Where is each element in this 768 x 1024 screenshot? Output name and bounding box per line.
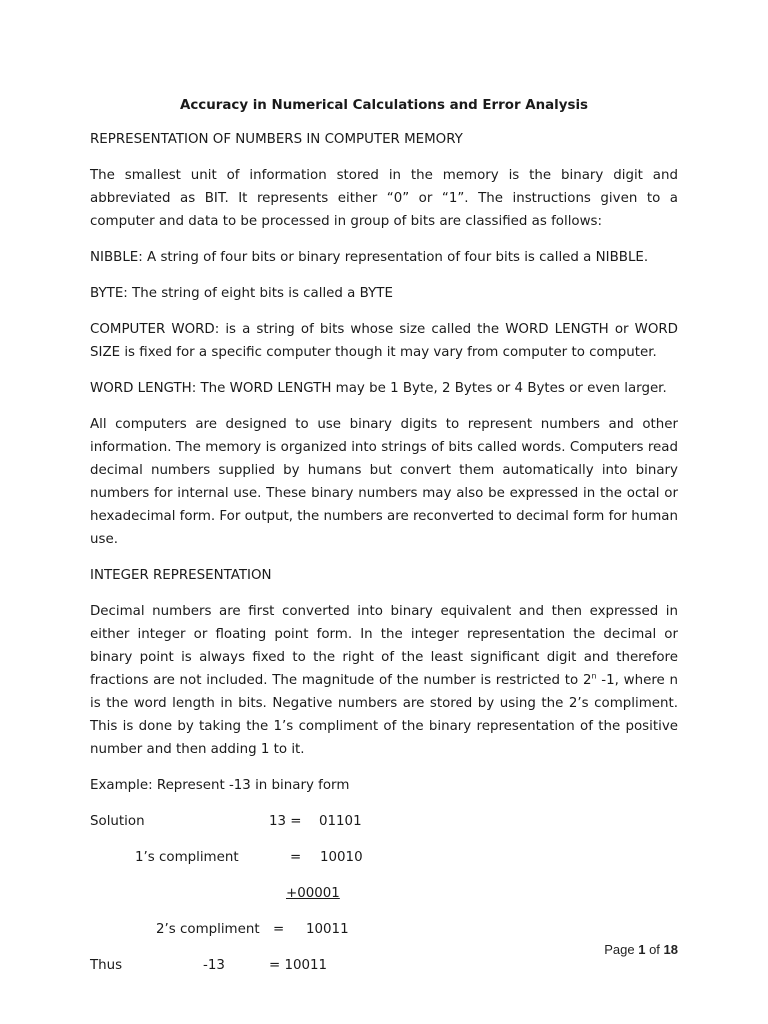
solution-rhs: 01101 bbox=[319, 814, 362, 829]
thus-label: Thus bbox=[90, 958, 123, 973]
footer-page-number: 1 bbox=[638, 942, 646, 957]
calc-row-solution bbox=[90, 810, 678, 833]
exponent-n: n bbox=[591, 671, 597, 681]
definition-nibble: NIBBLE: A string of four bits or binary representation of four bits is called a NIBBLE. bbox=[90, 250, 649, 265]
calc-row-ones-compliment bbox=[90, 846, 678, 869]
calc-row-twos-compliment bbox=[90, 918, 678, 941]
add-one-value: +00001 bbox=[286, 886, 340, 901]
paragraph-binary-digits: All computers are designed to use binary digits to represent numbers and other information. The memory is organized into strings of bits called words. Computers read decimal numbers supplied by humans but convert them automatically into binary numbers for internal use. These binary numbers may also be expressed in the octal or hexadecimal form. For output, the numbers are reconverted to decimal form for human use. bbox=[90, 417, 678, 547]
paragraph-integer-representation bbox=[90, 600, 678, 761]
solution-label: Solution bbox=[90, 814, 145, 829]
thus-rhs: = 10011 bbox=[269, 958, 328, 973]
calc-row-add-one bbox=[90, 882, 678, 905]
section-heading-representation: REPRESENTATION OF NUMBERS IN COMPUTER MEMORY bbox=[90, 132, 463, 147]
page-number-footer bbox=[604, 942, 678, 957]
twos-compliment-equals: = bbox=[273, 922, 285, 937]
integer-text-part-b: -1, where n is the word length in bits. Negative numbers are stored by using the 2’s compliment. This is done by taking the 1’s compliment of the binary representation of the positive number and then adding 1 to it. bbox=[90, 673, 678, 757]
ones-compliment-label: 1’s compliment bbox=[135, 850, 239, 865]
integer-text-part-a: Decimal numbers are first converted into binary equivalent and then expressed in either integer or floating point form. In the integer representation the decimal or binary point is always fixed to the right of the least significant digit and therefore fractions are not included. The magnitude of the number is restricted to 2 bbox=[90, 604, 678, 688]
definition-computer-word: COMPUTER WORD: is a string of bits whose size called the WORD LENGTH or WORD SIZE is fixed for a specific computer though it may vary from computer to computer. bbox=[90, 322, 678, 360]
example-statement: Example: Represent -13 in binary form bbox=[90, 778, 350, 793]
definition-byte: BYTE: The string of eight bits is called a BYTE bbox=[90, 286, 393, 301]
ones-compliment-equals: = bbox=[290, 850, 302, 865]
solution-lhs: 13 = bbox=[269, 814, 302, 829]
section-heading-integer: INTEGER REPRESENTATION bbox=[90, 568, 272, 583]
ones-compliment-value: 10010 bbox=[320, 850, 363, 865]
document-body bbox=[90, 94, 678, 990]
twos-compliment-label: 2’s compliment bbox=[156, 922, 260, 937]
calc-row-thus bbox=[90, 954, 678, 977]
twos-compliment-value: 10011 bbox=[306, 922, 349, 937]
paragraph-bits: The smallest unit of information stored in the memory is the binary digit and abbreviated as BIT. It represents either “0” or “1”. The instructions given to a computer and data to be processed in group of bits are classified as follows: bbox=[90, 168, 678, 229]
definition-word-length: WORD LENGTH: The WORD LENGTH may be 1 Byte, 2 Bytes or 4 Bytes or even larger. bbox=[90, 381, 667, 396]
document-title: Accuracy in Numerical Calculations and Error Analysis bbox=[179, 98, 589, 113]
footer-of-word: of bbox=[645, 942, 664, 957]
thus-lhs: -13 bbox=[203, 958, 225, 973]
footer-total-pages: 18 bbox=[663, 942, 678, 957]
footer-page-word: Page bbox=[604, 942, 639, 957]
